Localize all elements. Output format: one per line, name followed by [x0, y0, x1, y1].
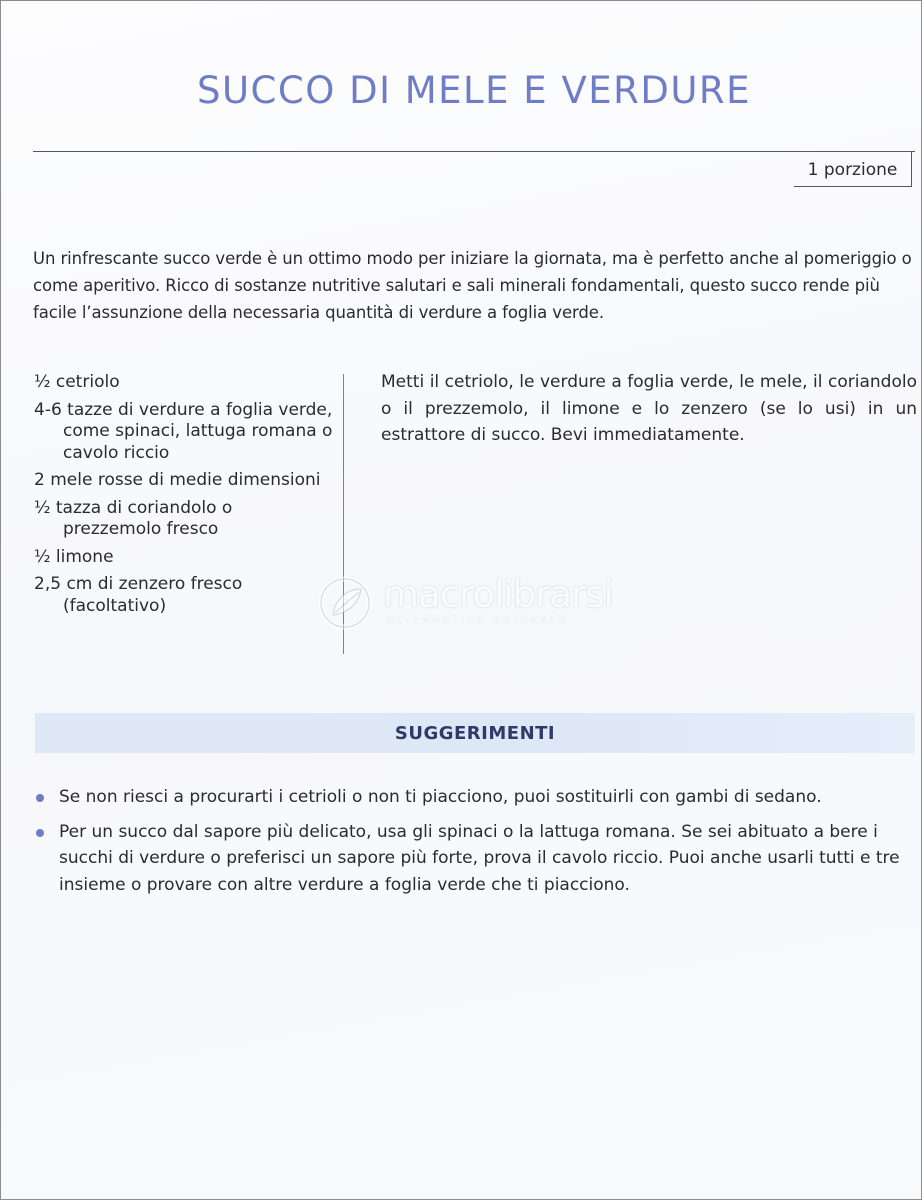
ingredient-item: ½ limone — [34, 546, 114, 567]
tip-item — [35, 784, 905, 811]
tip-item — [35, 819, 905, 899]
tips-list — [35, 784, 905, 906]
watermark — [317, 573, 617, 633]
recipe-intro: Un rinfrescante succo verde è un ottimo modo per iniziare la giornata, ma è perfetto anche al pomeriggio o come aperitivo. Ricco di sostanze nutritive salutari e sali minerali fondamentali, questo succo rende più facile l’assunzione della necessaria quantità di verdure a foglia verde. — [33, 249, 912, 322]
ingredient-item: 4-6 tazze di verdure a foglia verde, come spinaci, lattuga romana o cavolo riccio — [34, 399, 333, 463]
tip-text: Per un succo dal sapore più delicato, usa gli spinaci o la lattuga romana. Se sei abituato a bere i succhi di verdure o preferisci un sapore più forte, prova il cavolo riccio. Puoi anche usarli tutti e tre insieme o provare con altre verdure a foglia verde che ti piacciono. — [59, 821, 900, 895]
portions-label: 1 porzione — [794, 151, 912, 187]
title-divider — [33, 151, 915, 152]
bullet-icon — [36, 794, 44, 802]
ingredient-item: 2 mele rosse di medie dimensioni — [34, 470, 321, 490]
recipe-title: SUCCO DI MELE E VERDURE — [196, 69, 752, 112]
ingredient-item: ½ cetriolo — [34, 372, 120, 392]
ingredient-item: ½ tazza di coriandolo o prezzemolo fresco — [34, 497, 233, 539]
ingredient-item: 2,5 cm di zenzero fresco (facoltativo) — [34, 574, 243, 616]
bullet-icon — [36, 829, 44, 837]
ingredient-list — [34, 372, 334, 623]
tip-text: Se non riesci a procurarti i cetrioli o non ti piacciono, puoi sostituirli con gambi di sedano. — [59, 787, 822, 807]
watermark-brand: macrolibrarsi — [383, 573, 613, 616]
watermark-tagline: ALTERNATIVA NATURALE — [387, 615, 569, 626]
tips-heading-bar — [35, 713, 915, 753]
recipe-method: Metti il cetriolo, le verdure a foglia verde, le mele, il coriandolo o il prezzemolo, il limone e lo zenzero (se lo usi) in un estrattore di succo. Bevi immediatamente. — [381, 372, 917, 445]
tips-heading: SUGGERIMENTI — [394, 722, 556, 744]
leaf-logo-icon — [317, 575, 373, 631]
